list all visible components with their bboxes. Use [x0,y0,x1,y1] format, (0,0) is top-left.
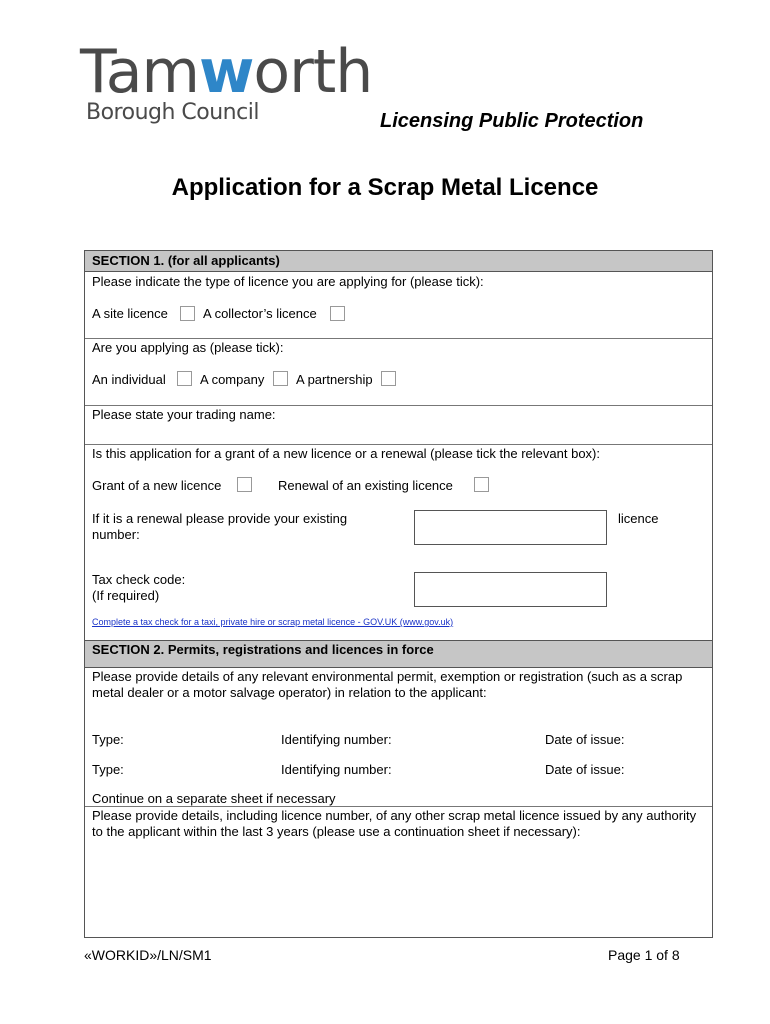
renewal-checkbox[interactable] [474,477,489,492]
renewal-number-label: If it is a renewal please provide your existing number: [92,511,348,542]
divider [85,405,712,406]
permit-id-label: Identifying number: [281,762,392,777]
page-title: Application for a Scrap Metal Licence [171,174,599,201]
logo-subtitle: Borough Council [86,100,259,125]
renewal-label: Renewal of an existing licence [278,478,453,493]
department-name: Licensing Public Protection [380,110,644,132]
licence-word: licence [618,511,659,526]
section-2-heading: SECTION 2. Permits, registrations and licences in force [85,640,712,668]
permit-type-label: Type: [92,732,124,747]
divider [85,806,712,807]
divider [85,444,712,445]
individual-label: An individual [92,372,166,387]
tax-code-label: Tax check code: [92,572,186,587]
logo-wordmark [80,37,373,107]
permit-type-label: Type: [92,762,124,777]
partnership-label: A partnership [296,372,373,387]
partnership-checkbox[interactable] [381,371,396,386]
logo-text-suffix: orth [253,37,373,107]
applying-as-question: Are you applying as (please tick): [92,340,284,355]
permits-intro: Please provide details of any relevant environmental permit, exemption or registration (such as a scrap metal dealer or a motor salvage operator) in relation to the applicant: [92,669,683,700]
tax-check-link[interactable]: Complete a tax check for a taxi, private hire or scrap metal licence - GOV.UK (www.gov.uk) [92,617,454,627]
tax-check-code-input[interactable] [414,572,607,607]
grant-or-renewal-question: Is this application for a grant of a new licence or a renewal (please tick the relevant box): [92,446,600,461]
other-licences-input[interactable] [85,843,712,937]
council-logo [80,37,373,107]
continue-note: Continue on a separate sheet if necessary [92,791,336,806]
logo-text-w: w [198,37,254,107]
licence-number-input[interactable] [414,510,607,545]
section-1-heading: SECTION 1. (for all applicants) [85,251,712,272]
application-form [84,250,713,938]
collector-licence-checkbox[interactable] [330,306,345,321]
trading-name-label: Please state your trading name: [92,407,276,422]
permit-date-label: Date of issue: [545,762,625,777]
licence-type-question: Please indicate the type of licence you are applying for (please tick): [92,274,484,289]
permit-id-label: Identifying number: [281,732,392,747]
company-label: A company [200,372,265,387]
divider [85,338,712,339]
tax-code-note: (If required) [92,588,160,603]
site-licence-label: A site licence [92,306,168,321]
collector-licence-label: A collector’s licence [203,306,317,321]
company-checkbox[interactable] [273,371,288,386]
permit-date-label: Date of issue: [545,732,625,747]
page-number: Page 1 of 8 [608,947,680,963]
grant-new-label: Grant of a new licence [92,478,222,493]
grant-new-checkbox[interactable] [237,477,252,492]
document-reference: «WORKID»/LN/SM1 [84,947,212,963]
individual-checkbox[interactable] [177,371,192,386]
other-licences-question: Please provide details, including licence number, of any other scrap metal licence issued by any authority to the applicant within the last 3 years (please use a continuation sheet if necessary): [92,808,697,839]
trading-name-input[interactable] [85,425,712,443]
site-licence-checkbox[interactable] [180,306,195,321]
logo-text-prefix: Tam [80,37,199,107]
